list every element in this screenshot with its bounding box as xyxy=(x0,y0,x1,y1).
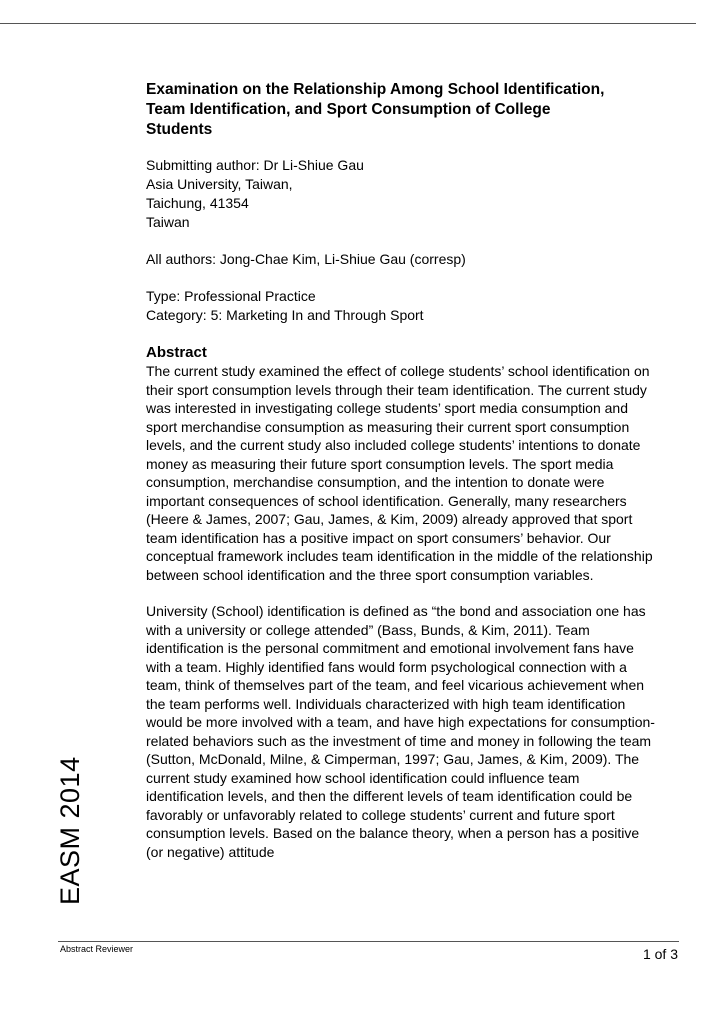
title-line-1: Examination on the Relationship Among School Identification, xyxy=(146,81,605,98)
footer-rule xyxy=(58,941,679,942)
type-category-block xyxy=(146,287,656,325)
all-authors-block xyxy=(146,250,656,269)
author-country: Taiwan xyxy=(146,214,190,230)
conference-side-label: EASM 2014 xyxy=(55,756,85,905)
title-line-3: Students xyxy=(146,121,213,138)
abstract-page-content xyxy=(146,80,656,879)
abstract-paragraph-2: University (School) identification is defined as “the bond and association one has with a university or college attended” (Bass, Bunds, & Kim, 2011). Team identification is the personal commitment and emotional involvement fans have with a team. Highly identified fans would form psychological connection with a team, think of themselves part of the team, and feel vicarious achievement when the team performs well. Individuals characterized with high team identification would be more involved with a team, and have high expectations for consumption-related behaviors such as the investment of time and money in following the team (Sutton, McDonald, Milne, & Cimperman, 1997; Gau, James, & Kim, 2009). The current study examined how school identification could influence team identification levels, and then the different levels of team identification could be favorably or unfavorably related to college students’ current and future sport consumption levels. Based on the balance theory, when a person has a positive (or negative) attitude xyxy=(146,603,655,860)
abstract-paragraph-1: The current study examined the effect of college students’ school identification on their sport consumption levels through their team identification. The current study was interested in investigating college students’ sport media consumption and sport merchandise consumption as measuring their current sport consumption levels, and the current study also included college students’ intentions to donate money as measuring their future sport consumption levels. The sport media consumption, merchandise consumption, and the intention to donate were important consequences of school identification. Generally, many researchers (Heere & James, 2007; Gau, James, & Kim, 2009) already approved that sport team identification has a positive impact on sport consumers’ behavior. Our conceptual framework includes team identification in the middle of the relationship between school identification and the three sport consumption variables. xyxy=(146,363,653,583)
author-affiliation: Asia University, Taiwan, xyxy=(146,176,293,192)
top-rule xyxy=(0,23,696,24)
footer-reviewer-label: Abstract Reviewer xyxy=(60,944,134,954)
abstract-type: Type: Professional Practice xyxy=(146,288,316,304)
paper-title xyxy=(146,80,656,140)
author-city: Taichung, 41354 xyxy=(146,195,249,211)
title-line-2: Team Identification, and Sport Consumption of College xyxy=(146,101,551,118)
abstract-heading: Abstract xyxy=(146,344,207,361)
submitting-author-block xyxy=(146,156,656,232)
all-authors: All authors: Jong-Chae Kim, Li-Shiue Gau (corresp) xyxy=(146,251,466,267)
page-number: 1 of 3 xyxy=(642,946,678,962)
abstract-category: Category: 5: Marketing In and Through Sport xyxy=(146,307,424,323)
submitting-author: Submitting author: Dr Li-Shiue Gau xyxy=(146,157,364,173)
